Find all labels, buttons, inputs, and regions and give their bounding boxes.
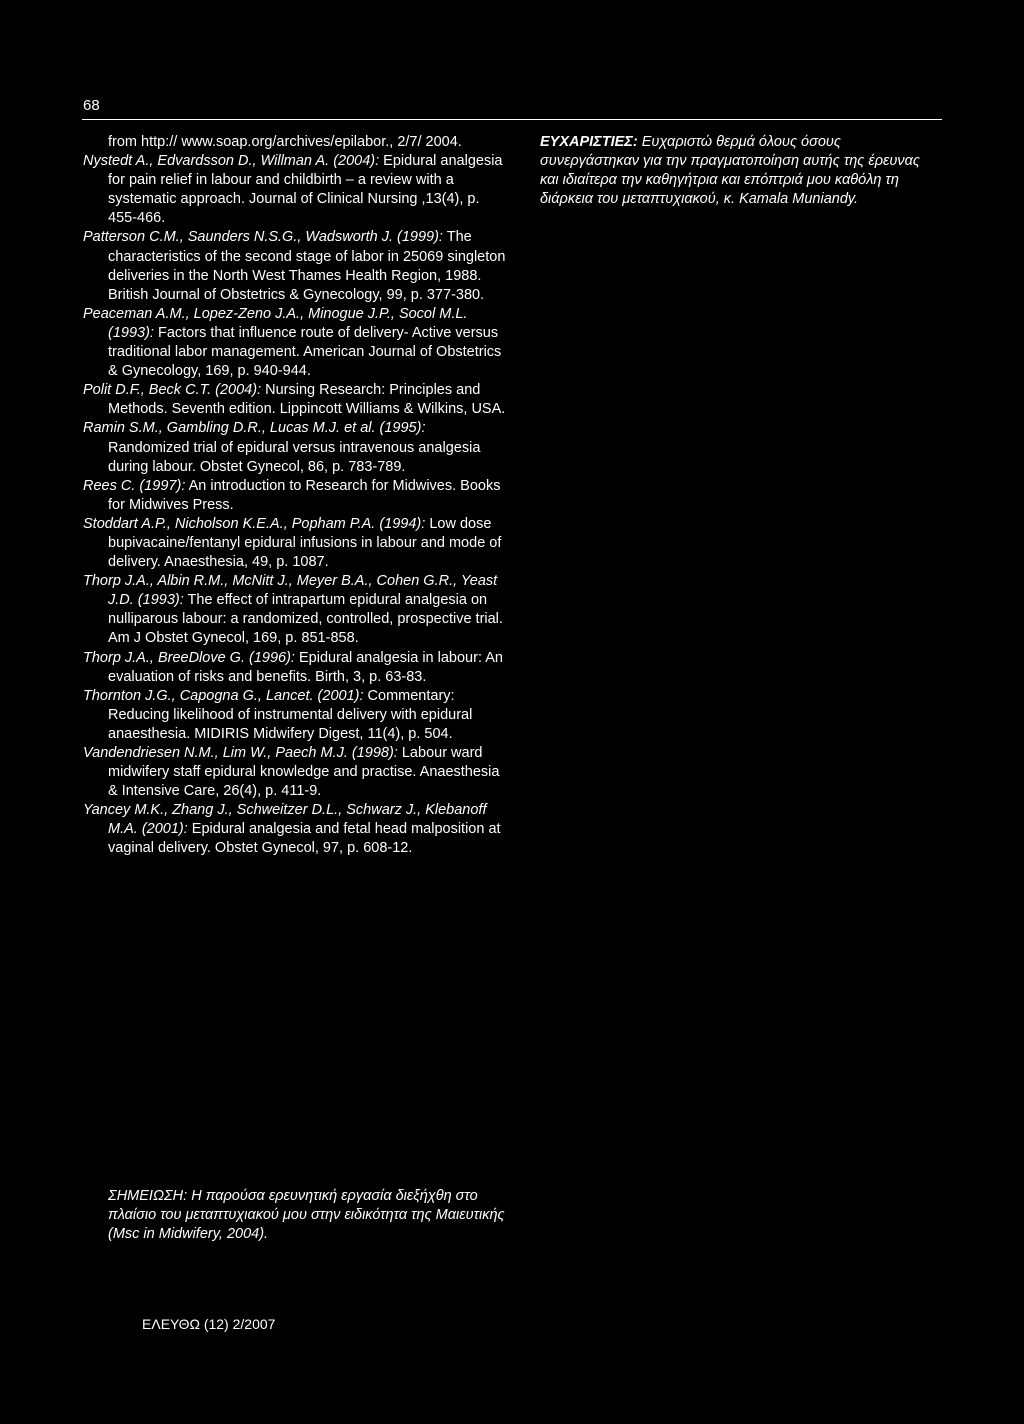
reference-text: Factors that influence route of delivery- Active versus traditional labor management. American Journal of Obstetrics & Gynecology, 169, p. 940-944. (108, 324, 502, 380)
acknowledgements-text: Ευχαριστώ θερμά όλους όσους συνεργάστηκαν για την πραγματοποίηση αυτής της έρευνας και ιδιαίτερα την καθηγήτρια και επόπτριά μου καθόλη τη διάρκεια του μεταπτυχιακού, κ. Kamala Muniandy. (540, 134, 920, 208)
reference-text: Commentary: Reducing likelihood of instrumental delivery with epidural anaesthesia. MIDIRIS Midwifery Digest, 11(4), p. 504. (108, 687, 473, 742)
reference-authors: Patterson C.M., Saunders N.S.G., Wadsworth J. (1999): (83, 229, 443, 246)
reference-text: from http:// www.soap.org/archives/epilabor., 2/7/ 2004. (108, 134, 462, 150)
reference-authors: Vandendriesen N.M., Lim W., Paech M.J. (1998): (83, 745, 398, 761)
reference-text: An introduction to Research for Midwives. Books for Midwives Press. (108, 477, 501, 513)
footer-journal-issue: ΕΛΕΥΘΩ (12) 2/2007 (142, 1316, 276, 1332)
reference-authors: Polit D.F., Beck C.T. (2004): (83, 382, 262, 399)
page-number: 68 (83, 97, 100, 114)
reference-authors: Peaceman A.M., Lopez-Zeno J.A., Minogue J.P., Socol M.L. (1993): (83, 305, 468, 341)
reference-item (83, 515, 507, 572)
reference-item (83, 419, 507, 476)
reference-item (83, 477, 507, 515)
reference-item (83, 133, 507, 152)
reference-authors: Thornton J.G., Capogna G., Lancet. (2001): (83, 687, 364, 704)
reference-authors: Stoddart A.P., Nicholson K.E.A., Popham P.A. (1994): (83, 515, 426, 532)
reference-text: Epidural analgesia in labour: An evaluation of risks and benefits. Birth, 3, p. 63-83. (108, 649, 503, 685)
reference-text: Epidural analgesia for pain relief in labour and childbirth – a review with a systematic approach. Journal of Clinical Nursing ,13(4), p. 455-466. (108, 153, 503, 227)
references-list (83, 133, 507, 859)
header-rule (82, 119, 942, 120)
reference-text: Nursing Research: Principles and Methods. Seventh edition. Lippincott Williams & Wilkins, USA. (108, 382, 506, 418)
reference-authors: Rees C. (1997): (83, 477, 186, 494)
reference-item (83, 572, 507, 648)
acknowledgements-label: ΕΥΧΑΡΙΣΤΙΕΣ: (540, 134, 638, 150)
reference-text: Low dose bupivacaine/fentanyl epidural infusions in labour and mode of delivery. Anaesthesia, 49, p. 1087. (108, 515, 502, 571)
reference-text: The characteristics of the second stage of labor in 25069 singleton deliveries in the North West Thames Health Region, 1988. British Journal of Obstetrics & Gynecology, 99, p. 377-380. (108, 229, 506, 303)
reference-text: Randomized trial of epidural versus intravenous analgesia during labour. Obstet Gynecol, 86, p. 783-789. (108, 439, 481, 475)
reference-item (83, 381, 507, 419)
reference-text: Labour ward midwifery staff epidural knowledge and practise. Anaesthesia & Intensive Care, 26(4), p. 411-9. (108, 745, 500, 800)
reference-item (83, 152, 507, 228)
reference-item (83, 228, 507, 304)
acknowledgements (540, 133, 940, 209)
reference-authors: Thorp J.A., BreeDlove G. (1996): (83, 649, 295, 666)
reference-item (83, 744, 507, 801)
reference-item (83, 305, 507, 381)
reference-authors: Thorp J.A., Albin R.M., McNitt J., Meyer B.A., Cohen G.R., Yeast J.D. (1993): (83, 573, 498, 609)
reference-item (83, 649, 507, 687)
reference-text: The effect of intrapartum epidural analgesia on nulliparous labour: a randomized, controlled, prospective trial. Am J Obstet Gynecol, 169, p. 851-858. (108, 592, 503, 647)
reference-item (83, 801, 507, 858)
reference-authors: Ramin S.M., Gambling D.R., Lucas M.J. et al. (1995): (83, 420, 426, 437)
reference-item (83, 687, 507, 744)
note: ΣΗΜΕΙΩΣΗ: Η παρούσα ερευνητική εργασία διεξήχθη στο πλαίσιο του μεταπτυχιακού μου στην ειδικότητα της Μαιευτικής (Msc in Midwifery, 2004). (108, 1188, 505, 1243)
reference-authors: Nystedt A., Edvardsson D., Willman A. (2004): (83, 153, 380, 170)
reference-text: Epidural analgesia and fetal head malposition at vaginal delivery. Obstet Gynecol, 97, p. 608-12. (108, 821, 501, 857)
reference-authors: Yancey M.K., Zhang J., Schweitzer D.L., Schwarz J., Klebanoff M.A. (2001): (83, 802, 487, 838)
